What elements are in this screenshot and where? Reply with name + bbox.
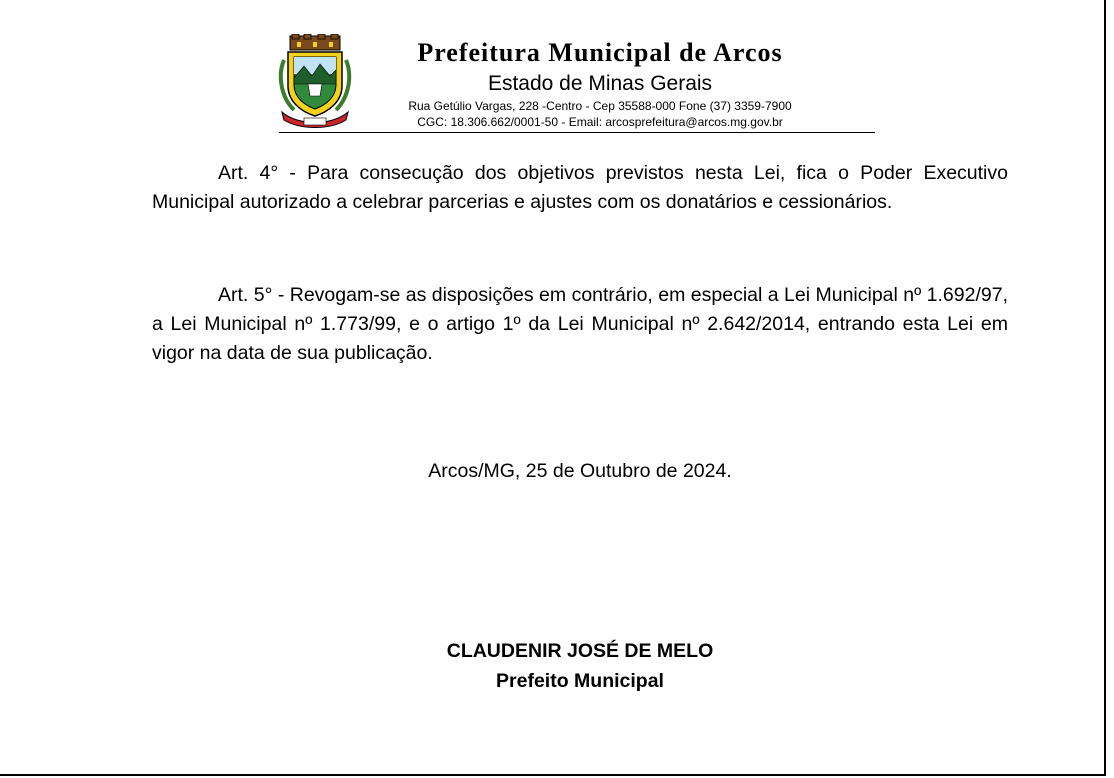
article-4-text: Art. 4° - Para consecução dos objetivos previstos nesta Lei, fica o Poder Executivo Municipal autorizado a celebrar parcerias e ajustes com os donatários e cessionários. — [152, 162, 1008, 213]
signatory-role: Prefeito Municipal — [496, 670, 664, 692]
cgc-email-line: CGC: 18.306.662/0001-50 - Email: arcosprefeitura@arcos.mg.gov.br — [417, 115, 783, 129]
article-5-text: Art. 5° - Revogam-se as disposições em contrário, em especial a Lei Municipal nº 1.692/97, a Lei Municipal nº 1.773/99, e o artigo 1º da Lei Municipal nº 2.642/2014, entrando esta Lei em vigor na data de sua publicação. — [152, 284, 1008, 364]
state-name: Estado de Minas Gerais — [487, 72, 713, 95]
article-5-paragraph — [152, 281, 1008, 368]
date-line: Arcos/MG, 25 de Outubro de 2024. — [428, 460, 732, 482]
page-border-bottom — [0, 774, 1106, 776]
page-border-right — [1104, 0, 1106, 776]
municipality-title: Prefeitura Municipal de Arcos — [417, 38, 783, 67]
signatory-name: CLAUDENIR JOSÉ DE MELO — [446, 640, 714, 662]
header-divider — [279, 132, 875, 133]
article-4-paragraph — [152, 159, 1008, 217]
address-line: Rua Getúlio Vargas, 228 -Centro - Cep 35588-000 Fone (37) 3359-7900 — [408, 99, 792, 113]
